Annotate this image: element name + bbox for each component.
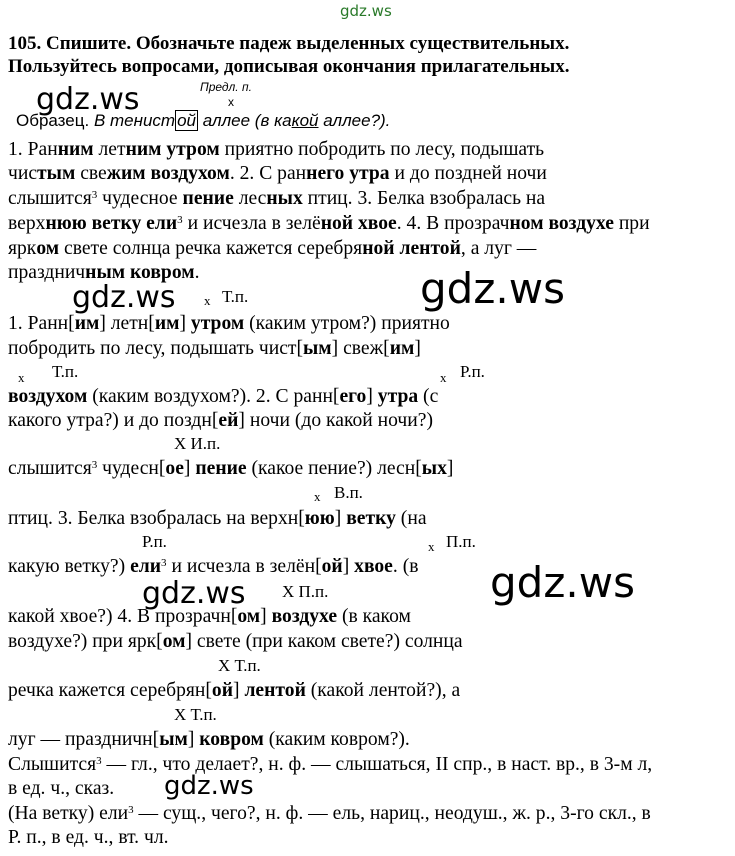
answer-line-14: (На ветку) ели$^3$ — сущ., чего?, н. ф. — ель, нариц., неодуш., ж. р., 3-го скл., в bbox=[8, 803, 651, 824]
watermark: gdz.ws bbox=[164, 771, 254, 801]
answer-line-11: луг — праздничн[ым] ковром (каким ковром?). bbox=[8, 729, 410, 750]
watermark: gdz.ws bbox=[72, 280, 176, 315]
case-mark: В.п. bbox=[334, 483, 363, 502]
watermark: gdz.ws bbox=[36, 82, 140, 117]
case-mark: Х П.п. bbox=[282, 582, 329, 601]
answer-line-10: речка кажется серебрян[ой] лентой (какой лентой?), а bbox=[8, 680, 461, 701]
case-mark: Х Т.п. bbox=[174, 705, 217, 724]
watermark-top: gdz.ws bbox=[340, 2, 392, 20]
case-mark: П.п. bbox=[446, 532, 476, 551]
case-mark-x: x bbox=[314, 489, 321, 504]
case-mark: Т.п. bbox=[222, 287, 249, 306]
answer-line-1: 1. Ранн[им] летн[им] утром (каким утром?) приятно bbox=[8, 313, 450, 334]
task-line-2: чистым свежим воздухом. 2. С раннего утра и до поздней ночи bbox=[8, 163, 547, 184]
sample-x-mark: x bbox=[228, 95, 234, 109]
sample-text-1: В тенист bbox=[93, 111, 176, 130]
exercise-header-line2: Пользуйтесь вопросами, дописывая окончания прилагательных. bbox=[8, 56, 570, 77]
case-mark: Х Т.п. bbox=[218, 656, 261, 675]
case-mark-x: x bbox=[204, 293, 211, 308]
answer-line-15: Р. п., в ед. ч., вт. чл. bbox=[8, 827, 169, 848]
task-line-3: слышится$^3$ чудесное пение лесных птиц. 3. Белка взобралась на bbox=[8, 188, 546, 209]
sample-label: Образец. bbox=[16, 111, 90, 130]
sample-case-label: Предл. п. bbox=[200, 80, 252, 94]
answer-line-13: в ед. ч., сказ. bbox=[8, 778, 115, 799]
case-mark: Р.п. bbox=[142, 532, 167, 551]
watermark: gdz.ws bbox=[142, 576, 246, 611]
task-line-6: праздничным ковром. bbox=[8, 262, 200, 283]
case-mark: Т.п. bbox=[52, 362, 79, 381]
answer-line-3: воздухом (каким воздухом?). 2. С ранн[его] утра (с bbox=[8, 386, 439, 407]
answer-line-6: птиц. 3. Белка взобралась на верхн[юю] ветку (на bbox=[8, 508, 427, 529]
watermark: gdz.ws bbox=[490, 558, 635, 607]
answer-line-4: какого утра?) и до поздн[ей] ночи (до какой ночи?) bbox=[8, 410, 433, 431]
case-mark-x: x bbox=[440, 370, 447, 385]
answer-line-12: Слышится$^3$ — гл., что делает?, н. ф. — слышаться, II спр., в наст. вр., в 3-м л, bbox=[8, 754, 653, 775]
sample-ending-box: ой bbox=[177, 111, 197, 130]
answer-line-8: какой хвое?) 4. В прозрачн[ом] воздухе (в каком bbox=[8, 606, 411, 627]
task-line-1: 1. Ранним летним утром приятно побродить по лесу, подышать bbox=[8, 139, 545, 160]
case-mark: Х И.п. bbox=[174, 434, 221, 453]
exercise-header-line1: 105. Спишите. Обозначьте падеж выделенных существительных. bbox=[8, 33, 570, 54]
sample-text-2: аллее (в ка bbox=[198, 111, 292, 130]
task-line-5: ярком свете солнца речка кажется серебряной лентой, а луг — bbox=[8, 238, 537, 259]
case-mark-x: x bbox=[18, 370, 25, 385]
task-line-4: верхнюю ветку ели$^3$ и исчезла в зелёной хвое. 4. В прозрачном воздухе при bbox=[8, 213, 650, 234]
sample-line bbox=[16, 111, 390, 131]
watermark: gdz.ws bbox=[420, 264, 565, 313]
case-mark: Р.п. bbox=[460, 362, 485, 381]
answer-line-5: слышится$^3$ чудесн[ое] пение (какое пение?) лесн[ых] bbox=[8, 458, 454, 479]
sample-underlined: кой bbox=[291, 111, 319, 130]
answer-line-2: побродить по лесу, подышать чист[ым] свеж[им] bbox=[8, 338, 421, 359]
sample-text-3: аллее?). bbox=[318, 111, 391, 130]
answer-line-7: какую ветку?) ели$^3$ и исчезла в зелён[ой] хвое. (в bbox=[8, 556, 419, 577]
answer-line-9: воздухе?) при ярк[ом] свете (при каком свете?) солнца bbox=[8, 631, 463, 652]
case-mark-x: x bbox=[428, 539, 435, 554]
